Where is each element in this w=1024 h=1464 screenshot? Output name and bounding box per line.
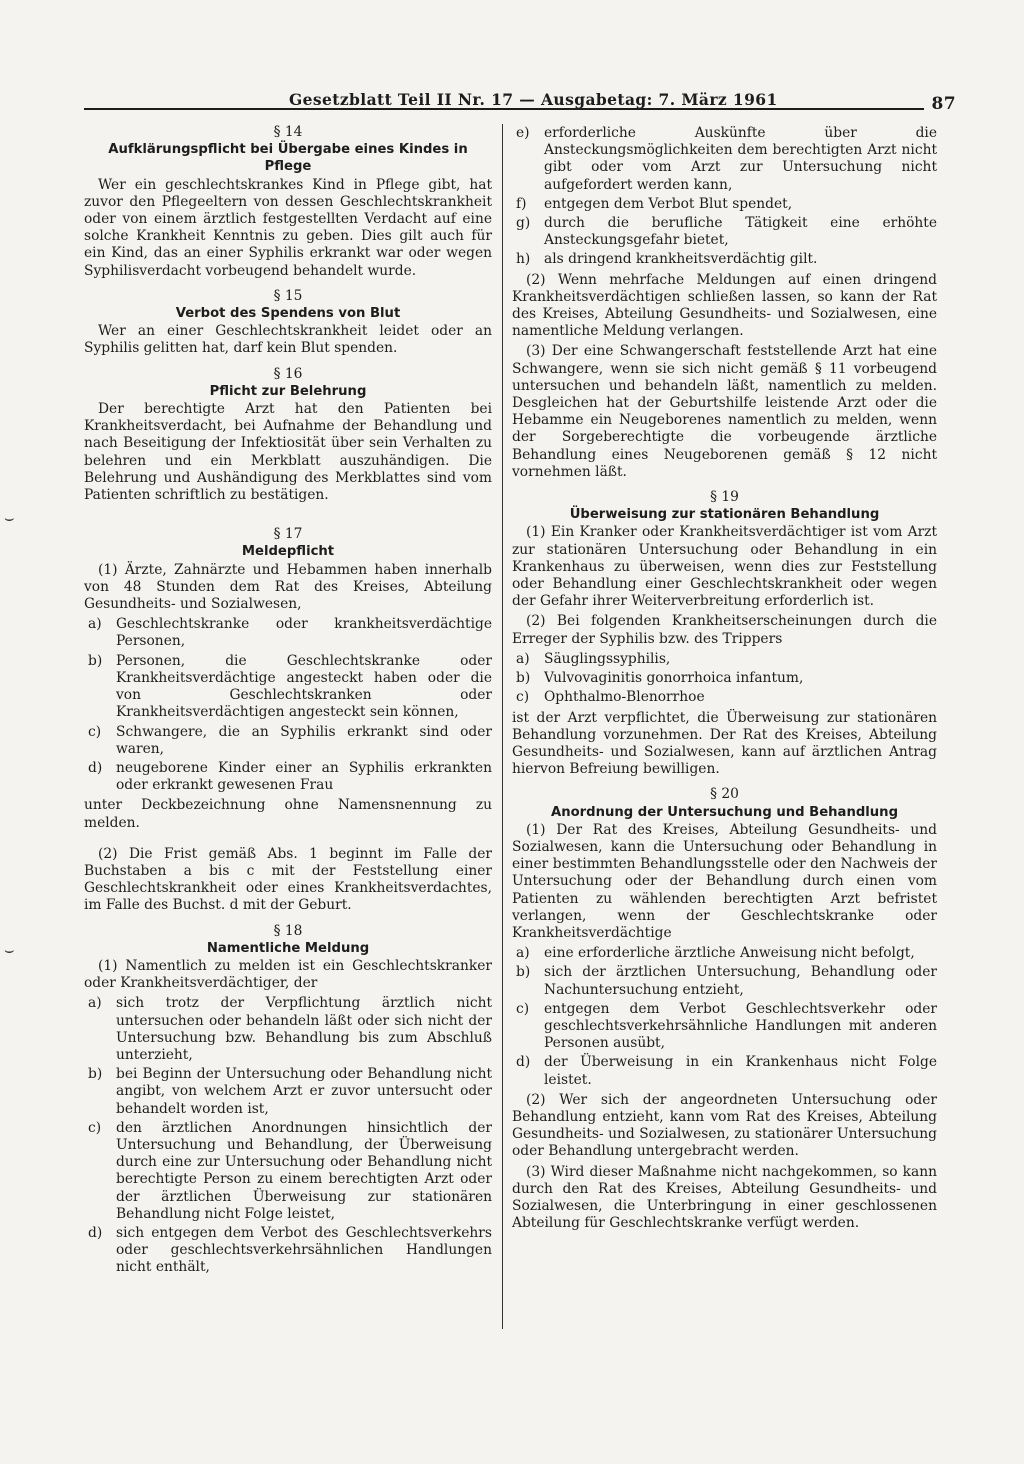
item-text: entgegen dem Verbot Geschlechtsverkehr oder geschlechtsverkehrsähnliche Handlungen mit anderen Personen ausübt, <box>544 1000 937 1052</box>
list-item <box>84 1225 492 1277</box>
section-title: Pflicht zur Belehrung <box>209 383 367 399</box>
section-title: Meldepflicht <box>241 544 335 560</box>
paragraph: unter Deckbezeichnung ohne Namensnennung zu melden. <box>84 797 492 831</box>
section-18-continued <box>512 125 937 481</box>
item-label: d) <box>516 1054 531 1071</box>
item-text: sich entgegen dem Verbot des Geschlechtsverkehrs oder geschlechtsverkehrsähnlichen Handlungen nicht enthält, <box>116 1224 492 1276</box>
list-item <box>512 125 937 194</box>
item-text: Säuglingssyphilis, <box>544 650 671 667</box>
item-label: c) <box>88 723 102 740</box>
section-title: Verbot des Spendens von Blut <box>175 306 401 322</box>
section-title: Namentliche Meldung <box>206 940 370 956</box>
section-number: § 17 <box>273 526 303 543</box>
section-title: Anordnung der Untersuchung und Behandlung <box>550 804 899 820</box>
paragraph: Der berechtigte Arzt hat den Patienten bei Krankheitsverdacht, bei Aufnahme der Behandlung und nach Beseitigung der Infektiosität über sein Verhalten zu belehren und ein Merkblatt auszuhändigen. Die Belehrung und Aushändigung des Merkblattes sind vom Patienten schriftlich zu bestätigen. <box>84 401 492 504</box>
list-item <box>512 689 937 706</box>
item-text: als dringend krankheitsverdächtig gilt. <box>544 251 818 268</box>
item-list <box>84 995 492 1276</box>
list-item <box>84 1066 492 1118</box>
item-list <box>84 616 492 794</box>
item-text: Ophthalmo-Blenorrhoe <box>544 689 705 706</box>
item-text: Geschlechtskranke oder krankheitsverdächtige Personen, <box>116 616 492 650</box>
paragraph: (1) Ein Kranker oder Krankheitsverdächtiger ist vom Arzt zur stationären Untersuchung oder Behandlung in ein Krankenhaus zu überweisen, wenn dies zur Feststellung oder Behandlung einer Geschlechtskrankheit oder wegen der Gefahr ihrer Weiterverbreitung erforderlich ist. <box>512 524 937 610</box>
section-17 <box>84 526 492 914</box>
paragraph: (2) Bei folgenden Krankheitserscheinungen durch die Erreger der Syphilis bzw. des Trippers <box>512 613 937 647</box>
item-label: h) <box>516 251 531 268</box>
item-label: b) <box>88 1066 103 1083</box>
item-text: durch die berufliche Tätigkeit eine erhöhte Ansteckungsgefahr bietet, <box>544 215 937 249</box>
section-14 <box>84 124 492 280</box>
item-text: der Überweisung in ein Krankenhaus nicht Folge leistet. <box>544 1054 937 1088</box>
item-text: sich der ärztlichen Untersuchung, Behandlung oder Nachuntersuchung entzieht, <box>544 964 937 998</box>
paragraph: (2) Die Frist gemäß Abs. 1 beginnt im Falle der Buchstaben a bis c mit der Feststellung einer Geschlechtskrankheit oder eines Krankheitsverdachtes, im Falle des Buchst. d mit der Geburt. <box>84 845 492 914</box>
item-label: f) <box>516 195 527 212</box>
item-text: entgegen dem Verbot Blut spendet, <box>544 195 793 212</box>
section-number: § 19 <box>710 489 739 506</box>
list-item <box>84 724 492 758</box>
page-number: 87 <box>931 94 956 114</box>
list-item <box>512 1001 937 1053</box>
list-item <box>84 995 492 1064</box>
item-label: b) <box>88 652 103 669</box>
item-text: bei Beginn der Untersuchung oder Behandlung nicht angibt, von welchem Arzt er zuvor untersucht oder behandelt worden ist, <box>116 1066 492 1117</box>
item-label: d) <box>88 1224 103 1241</box>
paragraph: (1) Namentlich zu melden ist ein Geschlechtskranker oder Krankheitsverdächtiger, der <box>84 957 492 992</box>
item-label: d) <box>88 759 103 776</box>
section-number: § 20 <box>710 786 739 803</box>
list-item <box>512 651 937 668</box>
paragraph: (1) Der Rat des Kreises, Abteilung Gesundheits- und Sozialwesen, kann die Untersuchung oder Behandlung in einer bestimmten Behandlungsstelle oder den Nachweis der Untersuchung oder der Behandlung durch einen vom Patienten zu wählenden berechtigten Arzt befristet verlangen, wenn der Geschlechtskranke oder Krankheitsverdächtige <box>512 821 937 941</box>
list-item <box>512 964 937 998</box>
item-text: sich trotz der Verpflichtung ärztlich nicht untersuchen oder behandeln läßt oder sich nicht der Untersuchung bzw. Behandlung bis zum Abschluß unterzieht, <box>116 995 492 1063</box>
right-column <box>512 124 937 1240</box>
list-item <box>84 616 492 650</box>
list-item <box>512 215 937 249</box>
section-number: § 15 <box>273 287 303 304</box>
item-label: a) <box>516 650 530 667</box>
item-text: eine erforderliche ärztliche Anweisung nicht befolgt, <box>544 945 915 962</box>
item-text: Schwangere, die an Syphilis erkrankt sind oder waren, <box>116 723 492 757</box>
paragraph: (3) Wird dieser Maßnahme nicht nachgekommen, so kann durch den Rat des Kreises, Abteilung Gesundheits- und Sozialwesen, die Unterbringung in einer geschlossenen Abteilung für Geschlechtskranke verfügt werden. <box>512 1163 937 1232</box>
paragraph: Wer an einer Geschlechtskrankheit leidet oder an Syphilis gelitten hat, darf kein Blut spenden. <box>84 323 492 357</box>
item-label: a) <box>88 616 102 633</box>
item-list <box>512 651 937 707</box>
item-list <box>512 125 937 269</box>
margin-mark: ⌣ <box>4 508 15 527</box>
item-text: erforderliche Auskünfte über die Ansteckungsmöglichkeiten dem berechtigten Arzt nicht gibt oder vom Arzt zur Untersuchung nicht aufgefordert werden kann, <box>544 125 937 193</box>
header-rule <box>84 108 924 110</box>
paragraph: (2) Wer sich der angeordneten Untersuchung oder Behandlung entzieht, kann vom Rat des Kreises, Abteilung Gesundheits- und Sozialwesen, zu stationärer Untersuchung oder Behandlung untergebracht werden. <box>512 1091 937 1160</box>
section-number: § 18 <box>273 922 303 939</box>
section-19 <box>512 489 937 778</box>
paragraph: (2) Wenn mehrfache Meldungen auf einen dringend Krankheitsverdächtigen schließen lassen, so kann der Rat des Kreises, Abteilung Gesundheits- und Sozialwesen, eine namentliche Meldung verlangen. <box>512 271 937 340</box>
page-header <box>84 86 956 116</box>
list-item <box>512 945 937 962</box>
item-label: a) <box>88 995 102 1012</box>
list-item <box>512 1054 937 1088</box>
item-list <box>512 945 937 1089</box>
margin-mark: ⌣ <box>4 940 15 959</box>
column-divider <box>502 124 503 1329</box>
left-column <box>84 124 492 1285</box>
paragraph: Wer ein geschlechtskrankes Kind in Pflege gibt, hat zuvor den Pflegeeltern von dessen Geschlechtskrankheit oder von einem ärztlich festgestellten Verdacht auf eine solche Krankheit Kenntnis zu geben. Dies gilt auch für ein Kind, das an einer Syphilis erkrankt war oder wegen Syphilisverdacht vorbeugend behandelt wurde. <box>84 176 492 279</box>
item-label: b) <box>516 964 531 981</box>
section-title: Überweisung zur stationären Behandlung <box>569 507 880 523</box>
paragraph: ist der Arzt verpflichtet, die Überweisung zur stationären Behandlung vorzunehmen. Der Rat des Kreises, Abteilung Gesundheits- und Sozialwesen, kann auf ärztlichen Antrag hiervon Befreiung bewilligen. <box>512 709 937 778</box>
section-number: § 16 <box>273 365 303 382</box>
item-text: den ärztlichen Anordnungen hinsichtlich der Untersuchung und Behandlung, der Überweisung durch eine zur Untersuchung oder Behandlung nicht berechtigte Person zu einem berechtigten Arzt oder der ärztlichen Überweisung zur stationären Behandlung nicht Folge leistet, <box>116 1119 492 1222</box>
item-label: c) <box>516 689 530 706</box>
list-item <box>84 1120 492 1223</box>
item-label: b) <box>516 670 531 687</box>
list-item <box>512 196 937 213</box>
item-label: a) <box>516 945 530 962</box>
section-number: § 14 <box>273 124 303 140</box>
section-title: Aufklärungspflicht bei Übergabe eines Kindes in Pflege <box>108 142 468 175</box>
section-16 <box>84 366 492 505</box>
section-15 <box>84 288 492 358</box>
list-item <box>84 653 492 722</box>
item-text: neugeborene Kinder einer an Syphilis erkrankten oder erkrankt gewesenen Frau <box>116 759 492 794</box>
item-label: c) <box>516 1000 530 1017</box>
item-label: e) <box>516 125 530 141</box>
paragraph: (1) Ärzte, Zahnärzte und Hebammen haben innerhalb von 48 Stunden dem Rat des Kreises, Abteilung Gesundheits- und Sozialwesen, <box>84 561 492 613</box>
item-text: Vulvovaginitis gonorrhoica infantum, <box>544 670 804 687</box>
list-item <box>512 670 937 687</box>
section-18 <box>84 923 492 1277</box>
paragraph: (3) Der eine Schwangerschaft feststellende Arzt hat eine Schwangere, wenn sie sich nicht gemäß § 11 vorbeugend untersuchen und behandeln läßt, namentlich zu melden. Desgleichen hat der Geburtshilfe leistende Arzt oder die Hebamme ein Neugeborenes namentlich zu melden, wenn der Sorgeberechtigte die vorbeugende ärztliche Behandlung eines Neugeborenen gemäß § 12 nicht vornehmen läßt. <box>512 343 937 480</box>
header-title: Gesetzblatt Teil II Nr. 17 — Ausgabetag: 7. März 1961 <box>289 90 778 109</box>
list-item <box>84 760 492 794</box>
list-item <box>512 251 937 268</box>
item-label: g) <box>516 215 531 232</box>
item-text: Personen, die Geschlechtskranke oder Krankheitsverdächtige angesteckt haben oder die von Geschlechtskranken oder Krankheitsverdächtigen angesteckt sein können, <box>116 652 492 721</box>
item-label: c) <box>88 1119 102 1136</box>
section-20 <box>512 786 937 1232</box>
